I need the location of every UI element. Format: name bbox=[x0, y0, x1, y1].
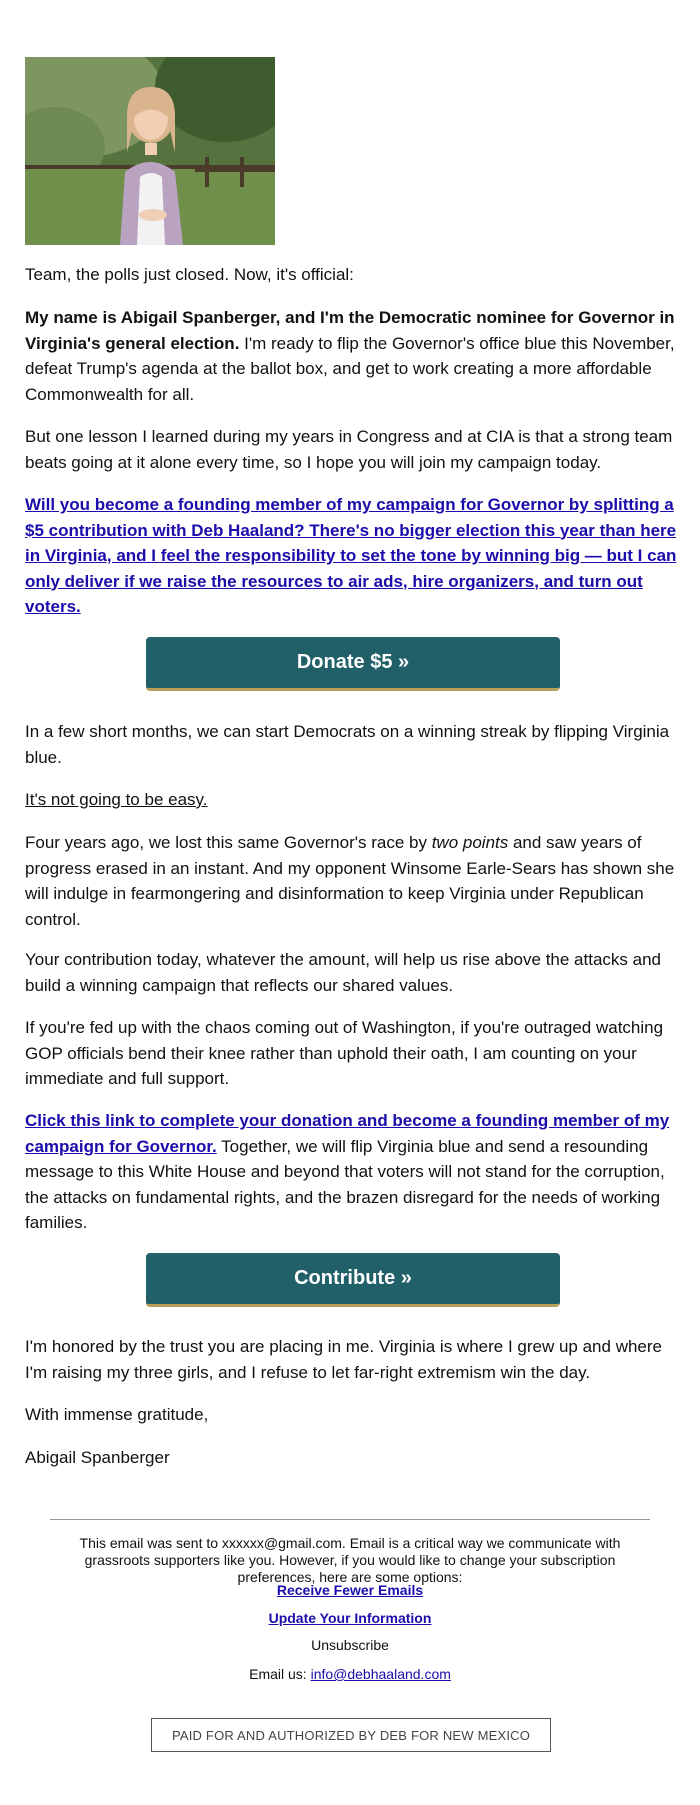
four-years-after: and saw years of progress erased in an instant. And my opponent Winsome Earle-Sears has shown she will indulge in fearmongering and disinformation to keep Virginia under Republican control. bbox=[25, 833, 675, 929]
intro-rest: I'm ready to flip the Governor's office blue this November, defeat Trump's agenda at the ballot box, and get to work creating a more affordable Commonwealth for all. bbox=[25, 333, 675, 404]
contribute-button[interactable]: Contribute » bbox=[146, 1253, 560, 1307]
candidate-photo bbox=[25, 57, 275, 245]
four-years-paragraph bbox=[25, 830, 685, 932]
footer-update-info bbox=[50, 1610, 650, 1627]
receive-fewer-emails-link[interactable]: Receive Fewer Emails bbox=[276, 1582, 424, 1598]
greeting: Team, the polls just closed. Now, it's official: bbox=[25, 265, 354, 284]
contribution-paragraph: Your contribution today, whatever the amount, will help us rise above the attacks and build a winning campaign that reflects our shared values. bbox=[25, 950, 661, 995]
email-us-label: Email us: bbox=[249, 1666, 311, 1682]
footer-notice bbox=[50, 1520, 650, 1586]
lesson-paragraph: But one lesson I learned during my years in Congress and at CIA is that a strong team beats going at it alone every time, so I hope you will join my campaign today. bbox=[25, 427, 673, 472]
intro-bold: My name is Abigail Spanberger, and I'm the Democratic nominee for Governor in Virginia's general election. bbox=[25, 308, 675, 353]
honored-paragraph: I'm honored by the trust you are placing in me. Virginia is where I grew up and where I'm raising my three girls, and I refuse to let far-right extremism win the day. bbox=[25, 1337, 662, 1382]
unsubscribe-link[interactable]: Unsubscribe bbox=[311, 1637, 389, 1653]
footer-unsubscribe bbox=[50, 1637, 650, 1654]
footer-fewer-emails bbox=[50, 1582, 650, 1599]
paid-for-disclaimer: PAID FOR AND AUTHORIZED BY DEB FOR NEW MEXICO bbox=[151, 1718, 551, 1752]
footer-notice-text: This email was sent to xxxxxx@gmail.com. Email is a critical way we communicate with grassroots supporters like you. However, if you would like to change your subscription preferences, here are some options: bbox=[79, 1535, 621, 1585]
click-paragraph-rest: Together, we will flip Virginia blue and send a resounding message to this White House and beyond that voters will not stand for the corruption, the attacks on fundamental rights, and the brazen disregard for the needs of working families. bbox=[25, 1136, 665, 1232]
candidate-photo-icon bbox=[25, 57, 275, 245]
ask-donate-link[interactable]: Will you become a founding member of my campaign for Governor by splitting a $5 contribution with Deb Haaland? There's no bigger election this year than here in Virginia, and I feel the responsibility to set the tone by winning big — but I can only deliver if we raise the resources to air ads, hire organizers, and turn out voters. bbox=[25, 495, 677, 616]
footer-email-us bbox=[50, 1666, 650, 1683]
donate-button[interactable]: Donate $5 » bbox=[146, 637, 560, 691]
click-paragraph bbox=[25, 1108, 685, 1236]
complete-donation-link[interactable]: Click this link to complete your donation and become a founding member of my campaign for Governor. bbox=[25, 1111, 670, 1156]
signature: Abigail Spanberger bbox=[25, 1448, 170, 1467]
not-easy-text: It's not going to be easy. bbox=[25, 790, 208, 809]
ask-paragraph bbox=[25, 492, 685, 620]
streak-paragraph: In a few short months, we can start Democrats on a winning streak by flipping Virginia blue. bbox=[25, 722, 670, 767]
four-years-italic: two points bbox=[431, 833, 509, 852]
not-easy-paragraph bbox=[25, 787, 685, 813]
four-years-before: Four years ago, we lost this same Governor's race by bbox=[25, 833, 432, 852]
update-information-link[interactable]: Update Your Information bbox=[268, 1610, 432, 1626]
fed-up-paragraph: If you're fed up with the chaos coming out of Washington, if you're outraged watching GOP officials bend their knee rather than uphold their oath, I am counting on your immediate and full support. bbox=[25, 1018, 664, 1088]
signoff: With immense gratitude, bbox=[25, 1405, 209, 1424]
intro-paragraph bbox=[25, 305, 685, 407]
email-address-link[interactable]: info@debhaaland.com bbox=[310, 1666, 451, 1682]
